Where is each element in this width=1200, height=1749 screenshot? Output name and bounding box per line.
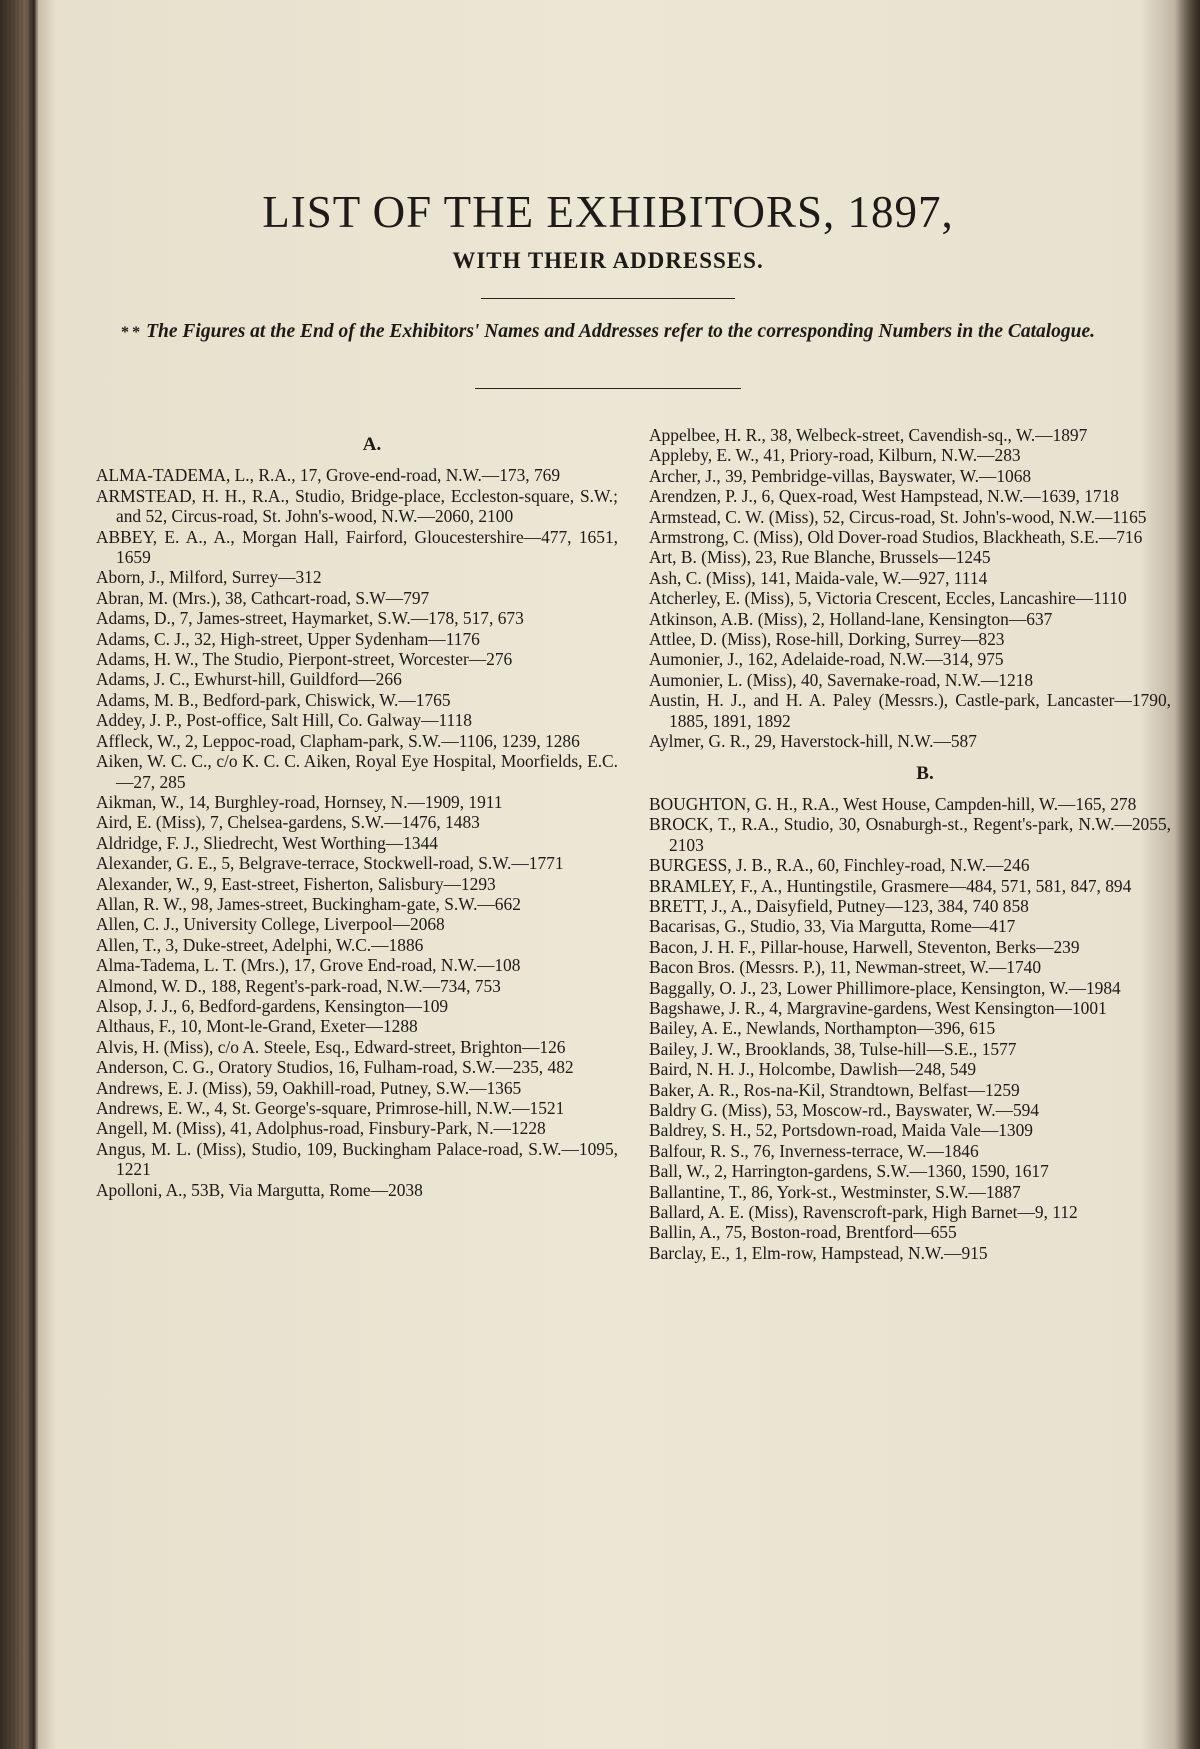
exhibitor-entry: Adams, H. W., The Studio, Pierpont-street, Worcester—276 [96, 649, 513, 670]
exhibitor-entry: BURGESS, J. B., R.A., 60, Finchley-road, N.W.—246 [649, 855, 1030, 876]
exhibitor-entry: Adams, C. J., 32, High-street, Upper Sydenham—1176 [96, 628, 480, 649]
exhibitor-entry: Bacon, J. H. F., Pillar-house, Harwell, Steventon, Berks—239 [649, 936, 1080, 957]
exhibitor-list-b [649, 794, 1171, 1263]
exhibitor-entry: Atkinson, A.B. (Miss), 2, Holland-lane, Kensington—637 [649, 608, 1053, 629]
exhibitor-entry: Abran, M. (Mrs.), 38, Cathcart-road, S.W—797 [96, 587, 430, 608]
section-heading-a: A. [362, 434, 382, 455]
exhibitor-entry: Adams, M. B., Bedford-park, Chiswick, W.—1765 [96, 689, 451, 710]
exhibitor-entry: Angus, M. L. (Miss), Studio, 109, Buckingham Palace-road, S.W.—1095, 1221 [96, 1138, 618, 1180]
page-title: LIST OF THE EXHIBITORS, 1897, [262, 187, 954, 237]
exhibitor-entry: ARMSTEAD, H. H., R.A., Studio, Bridge-place, Eccleston-square, S.W.; and 52, Circus-road, St. John's-wood, N.W.—2060, 2100 [96, 485, 618, 527]
page-edge-shadow [1174, 0, 1200, 1749]
exhibitor-entry: Aborn, J., Milford, Surrey—312 [96, 567, 322, 588]
left-column [96, 425, 618, 1200]
exhibitor-entry: Allan, R. W., 98, James-street, Buckingham-gate, S.W.—662 [96, 893, 521, 914]
asterism-mark: * * [120, 324, 141, 341]
exhibitor-entry: Althaus, F., 10, Mont-le-Grand, Exeter—1288 [96, 1016, 418, 1037]
exhibitor-entry: Ballantine, T., 86, York-st., Westminster, S.W.—1887 [649, 1181, 1021, 1202]
exhibitor-entry: Baggally, O. J., 23, Lower Phillimore-place, Kensington, W.—1984 [649, 977, 1121, 998]
catalogue-page [38, 0, 1178, 1749]
exhibitor-entry: BROCK, T., R.A., Studio, 30, Osnaburgh-st., Regent's-park, N.W.—2055, 2103 [649, 814, 1171, 855]
exhibitor-entry: Adams, J. C., Ewhurst-hill, Guildford—266 [96, 669, 402, 690]
exhibitor-entry: Austin, H. J., and H. A. Paley (Messrs.), Castle-park, Lancaster—1790, 1885, 1891, 1892 [649, 690, 1171, 731]
exhibitor-entry: Angell, M. (Miss), 41, Adolphus-road, Finsbury-Park, N.—1228 [96, 1118, 546, 1139]
exhibitor-entry: Barclay, E., 1, Elm-row, Hampstead, N.W.—915 [649, 1242, 988, 1263]
exhibitor-entry: Alexander, G. E., 5, Belgrave-terrace, Stockwell-road, S.W.—1771 [96, 853, 564, 874]
exhibitor-entry: Affleck, W., 2, Leppoc-road, Clapham-park, S.W.—1106, 1239, 1286 [96, 730, 580, 751]
exhibitor-entry: Appelbee, H. R., 38, Welbeck-street, Cavendish-sq., W.—1897 [649, 425, 1088, 445]
exhibitor-entry: Adams, D., 7, James-street, Haymarket, S.W.—178, 517, 673 [96, 608, 524, 629]
exhibitor-entry: Alexander, W., 9, East-street, Fisherton, Salisbury—1293 [96, 873, 496, 894]
exhibitor-entry: Allen, C. J., University College, Liverpool—2068 [96, 914, 445, 935]
exhibitor-entry: Arendzen, P. J., 6, Quex-road, West Hampstead, N.W.—1639, 1718 [649, 486, 1120, 507]
exhibitor-entry: Alsop, J. J., 6, Bedford-gardens, Kensington—109 [96, 995, 449, 1016]
exhibitor-entry: Armstrong, C. (Miss), Old Dover-road Studios, Blackheath, S.E.—716 [649, 527, 1143, 548]
exhibitor-entry: Ballin, A., 75, Boston-road, Brentford—655 [649, 1222, 957, 1243]
book-binding [0, 0, 38, 1749]
exhibitor-entry: Ball, W., 2, Harrington-gardens, S.W.—1360, 1590, 1617 [649, 1161, 1049, 1182]
exhibitor-entry: BOUGHTON, G. H., R.A., West House, Campden-hill, W.—165, 278 [649, 793, 1137, 814]
exhibitor-entry: Armstead, C. W. (Miss), 52, Circus-road, St. John's-wood, N.W.—1165 [649, 506, 1147, 527]
note-rule [475, 388, 741, 389]
right-column [649, 425, 1171, 1263]
exhibitor-entry: Andrews, E. J. (Miss), 59, Oakhill-road, Putney, S.W.—1365 [96, 1077, 522, 1098]
exhibitor-entry: Bagshawe, J. R., 4, Margravine-gardens, West Kensington—1001 [649, 997, 1107, 1018]
exhibitor-entry: Balfour, R. S., 76, Inverness-terrace, W.—1846 [649, 1140, 979, 1161]
exhibitor-entry: Appleby, E. W., 41, Priory-road, Kilburn, N.W.—283 [649, 445, 1021, 466]
title-rule [481, 298, 735, 299]
exhibitor-entry: Bailey, J. W., Brooklands, 38, Tulse-hill—S.E., 1577 [649, 1038, 1017, 1059]
exhibitor-entry: Andrews, E. W., 4, St. George's-square, Primrose-hill, N.W.—1521 [96, 1098, 565, 1118]
exhibitor-entry: Apolloni, A., 53B, Via Margutta, Rome—2038 [96, 1179, 423, 1200]
exhibitor-entry: Baldrey, S. H., 52, Portsdown-road, Maida Vale—1309 [649, 1120, 1033, 1141]
exhibitor-list-a-right [649, 425, 1171, 752]
exhibitor-entry: Almond, W. D., 188, Regent's-park-road, N.W.—734, 753 [96, 975, 501, 996]
exhibitor-entry: Art, B. (Miss), 23, Rue Blanche, Brussels—1245 [649, 547, 991, 568]
section-heading-b: B. [916, 762, 934, 784]
exhibitor-entry: Ballard, A. E. (Miss), Ravenscroft-park, High Barnet—9, 112 [649, 1202, 1078, 1223]
exhibitor-entry: Aylmer, G. R., 29, Haverstock-hill, N.W.—587 [649, 731, 977, 752]
exhibitor-entry: ABBEY, E. A., A., Morgan Hall, Fairford, Gloucestershire—477, 1651, 1659 [96, 526, 618, 568]
exhibitor-entry: Aird, E. (Miss), 7, Chelsea-gardens, S.W.—1476, 1483 [96, 812, 480, 833]
exhibitor-entry: Bacon Bros. (Messrs. P.), 11, Newman-street, W.—1740 [649, 957, 1042, 978]
exhibitor-entry: Aumonier, J., 162, Adelaide-road, N.W.—314, 975 [649, 649, 1004, 670]
exhibitor-entry: Attlee, D. (Miss), Rose-hill, Dorking, Surrey—823 [649, 629, 1005, 650]
exhibitor-entry: Ash, C. (Miss), 141, Maida-vale, W.—927, 1114 [649, 567, 988, 588]
exhibitor-entry: Aldridge, F. J., Sliedrecht, West Worthing—1344 [96, 832, 438, 853]
exhibitor-entry: Atcherley, E. (Miss), 5, Victoria Crescent, Eccles, Lancashire—1110 [649, 588, 1127, 609]
exhibitor-entry: Anderson, C. G., Oratory Studios, 16, Fulham-road, S.W.—235, 482 [96, 1057, 574, 1078]
exhibitor-entry: Baldry G. (Miss), 53, Moscow-rd., Bayswater, W.—594 [649, 1100, 1040, 1120]
note-text: The Figures at the End of the Exhibitors' Names and Addresses refer to the corresponding Numbers in the Catalogue. [146, 321, 1096, 342]
exhibitor-entry: Aumonier, L. (Miss), 40, Savernake-road, N.W.—1218 [649, 669, 1034, 690]
exhibitor-entry: BRAMLEY, F., A., Huntingstile, Grasmere—484, 571, 581, 847, 894 [649, 875, 1132, 896]
exhibitor-entry: Bacarisas, G., Studio, 33, Via Margutta, Rome—417 [649, 916, 1016, 937]
exhibitor-entry: Alma-Tadema, L. T. (Mrs.), 17, Grove End-road, N.W.—108 [96, 955, 521, 976]
exhibitor-entry: Archer, J., 39, Pembridge-villas, Bayswater, W.—1068 [649, 465, 1032, 486]
exhibitor-list-a-left [96, 465, 618, 1200]
catalogue-note [98, 318, 1118, 347]
exhibitor-entry: Alvis, H. (Miss), c/o A. Steele, Esq., Edward-street, Brighton—126 [96, 1036, 566, 1057]
exhibitor-entry: BRETT, J., A., Daisyfield, Putney—123, 384, 740 858 [649, 895, 1029, 916]
page-subtitle: WITH THEIR ADDRESSES. [452, 248, 764, 273]
exhibitor-entry: Allen, T., 3, Duke-street, Adelphi, W.C.—1886 [96, 934, 424, 955]
exhibitor-entry: Baker, A. R., Ros-na-Kil, Strandtown, Belfast—1259 [649, 1079, 1020, 1100]
exhibitor-entry: Addey, J. P., Post-office, Salt Hill, Co. Galway—1118 [96, 710, 472, 731]
exhibitor-entry: Aiken, W. C. C., c/o K. C. C. Aiken, Royal Eye Hospital, Moorfields, E.C.—27, 285 [96, 751, 618, 792]
exhibitor-entry: ALMA-TADEMA, L., R.A., 17, Grove-end-road, N.W.—173, 769 [96, 465, 561, 486]
exhibitor-entry: Bailey, A. E., Newlands, Northampton—396, 615 [649, 1018, 996, 1039]
exhibitor-entry: Aikman, W., 14, Burghley-road, Hornsey, N.—1909, 1911 [96, 791, 503, 812]
exhibitor-entry: Baird, N. H. J., Holcombe, Dawlish—248, 549 [649, 1059, 977, 1080]
